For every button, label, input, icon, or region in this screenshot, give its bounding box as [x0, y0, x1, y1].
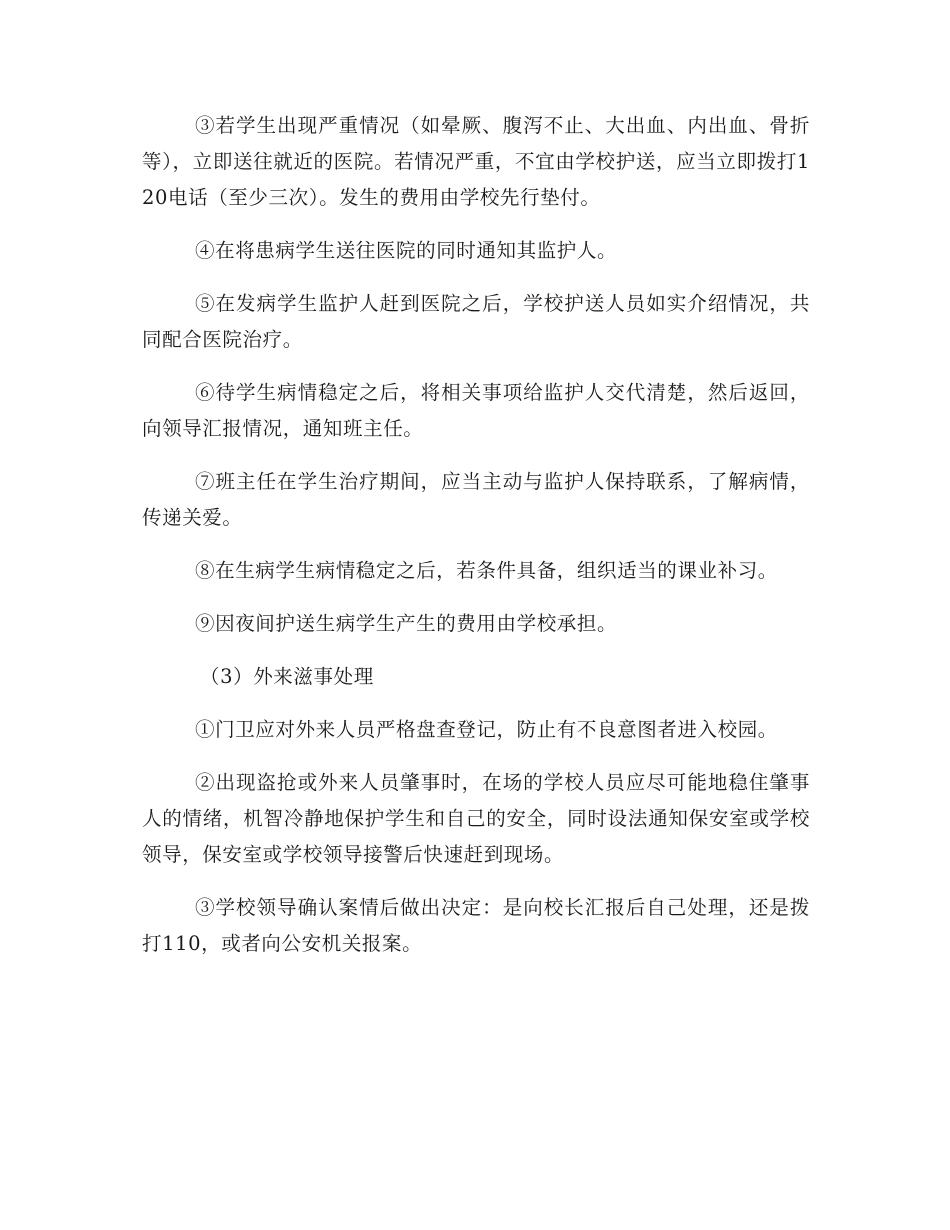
paragraph-item-6-handover: ⑥待学生病情稳定之后，将相关事项给监护人交代清楚，然后返回，向领导汇报情况，通知班主任。	[142, 381, 810, 440]
paragraph-item-7-head-teacher: ⑦班主任在学生治疗期间，应当主动与监护人保持联系，了解病情，传递关爱。	[142, 470, 810, 529]
paragraph-item-5-cooperate-treatment: ⑤在发病学生监护人赶到医院之后，学校护送人员如实介绍情况，共同配合医院治疗。	[142, 292, 810, 351]
document-body	[142, 108, 810, 979]
paragraph-item-3-severe-cases: ③若学生出现严重情况（如晕厥、腹泻不止、大出血、内出血、骨折等），立即送往就近的医院。若情况严重，不宜由学校护送，应当立即拨打120电话（至少三次）。发生的费用由学校先行垫付。	[142, 114, 810, 209]
paragraph-item-9-night-costs: ⑨因夜间护送生病学生产生的费用由学校承担。	[195, 612, 618, 635]
paragraph-item-4-notify-guardian: ④在将患病学生送往医院的同时通知其监护人。	[195, 239, 618, 262]
paragraph-item-8-tutoring: ⑧在生病学生病情稳定之后，若条件具备，组织适当的课业补习。	[195, 559, 778, 582]
paragraph-item-2-robbery-response: ②出现盗抢或外来人员肇事时，在场的学校人员应尽可能地稳住肇事人的情绪，机智冷静地保护学生和自己的安全，同时设法通知保安室或学校领导，保安室或学校领导接警后快速赶到现场。	[142, 771, 810, 866]
paragraph-item-1-gate-guard: ①门卫应对外来人员严格盘查登记，防止有不良意图者进入校园。	[195, 718, 778, 741]
section-heading-outside-trouble: （3）外来滋事处理	[200, 665, 374, 688]
paragraph-item-3-leader-decision: ③学校领导确认案情后做出决定：是向校长汇报后自己处理，还是拨打110，或者向公安机关报案。	[142, 896, 810, 955]
